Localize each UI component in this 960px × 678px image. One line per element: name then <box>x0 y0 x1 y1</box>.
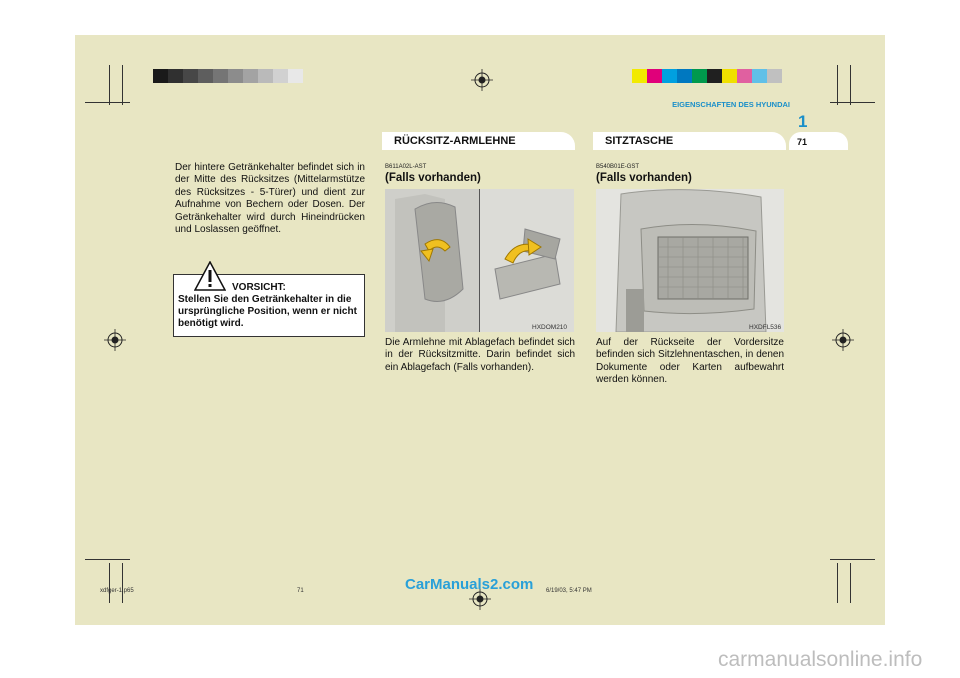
section-code: B611A02L-AST <box>385 164 427 170</box>
color-swatch <box>273 69 288 83</box>
armrest-illustration <box>385 189 574 332</box>
image-label: HXDOM210 <box>532 324 568 331</box>
chapter-title: EIGENSCHAFTEN DES HYUNDAI <box>672 100 790 109</box>
footer-timestamp: 6/19/03, 5:47 PM <box>546 588 592 594</box>
color-swatch <box>662 69 677 83</box>
color-swatch <box>288 69 303 83</box>
registration-mark-icon <box>832 329 854 351</box>
intro-text: Der hintere Getränkehalter befindet sich in der Mitte des Rücksitzes (Mittelarmstütze des Rücksitzes - 5-Türer) und dient zur Aufnahme von Bechern oder Dosen. Der Getränkehalter wird durch Hineindrücken und Loslassen geöffnet. <box>175 162 365 236</box>
armrest-text: Die Armlehne mit Ablagefach befindet sich in der Rücksitzmitte. Darin befindet sich ein Ablagefach (Falls vorhanden). <box>385 337 575 373</box>
armrest-photo <box>385 189 574 332</box>
color-swatch <box>767 69 782 83</box>
color-swatch <box>647 69 662 83</box>
tab-ruecksitz-armlehne <box>382 132 575 150</box>
crop-mark <box>85 102 130 103</box>
color-swatch <box>213 69 228 83</box>
color-swatch <box>722 69 737 83</box>
color-swatch <box>183 69 198 83</box>
crop-mark <box>837 65 838 105</box>
tab-sitztasche <box>593 132 786 150</box>
section-subtitle: (Falls vorhanden) <box>596 172 692 184</box>
tab-title: RÜCKSITZ-ARMLEHNE <box>394 135 516 147</box>
color-swatch <box>677 69 692 83</box>
chapter-number: 1 <box>798 112 808 131</box>
carmanualsonline-watermark: carmanualsonline.info <box>718 648 923 671</box>
registration-mark-icon <box>471 69 493 91</box>
color-swatch <box>168 69 183 83</box>
warning-triangle-icon <box>194 261 226 291</box>
crop-mark <box>850 65 851 105</box>
color-colorbar <box>632 69 782 83</box>
color-swatch <box>632 69 647 83</box>
seat-pocket-text: Auf der Rückseite der Vordersitze befinden sich Sitzlehnentaschen, in denen Dokumente oder Karten aufbewahrt werden können. <box>596 337 784 386</box>
page-number: 71 <box>789 132 848 150</box>
grayscale-colorbar <box>153 69 303 83</box>
warning-text: Stellen Sie den Getränkehalter in die ursprüngliche Position, wenn er nicht benötigt wird. <box>178 294 357 329</box>
image-label: HXDFL536 <box>749 324 782 331</box>
color-swatch <box>228 69 243 83</box>
color-swatch <box>258 69 273 83</box>
crop-mark <box>837 563 838 603</box>
color-swatch <box>692 69 707 83</box>
carmanuals-watermark: CarManuals2.com <box>405 576 534 593</box>
crop-mark <box>109 65 110 105</box>
color-swatch <box>198 69 213 83</box>
crop-mark <box>109 563 110 603</box>
footer-page: 71 <box>297 588 304 594</box>
crop-mark <box>830 559 875 560</box>
color-swatch <box>153 69 168 83</box>
footer-file: xdfger-1.p65 <box>100 588 134 594</box>
registration-mark-icon <box>104 329 126 351</box>
color-swatch <box>707 69 722 83</box>
warning-box <box>173 274 365 337</box>
section-subtitle: (Falls vorhanden) <box>385 172 481 184</box>
section-code: B540B01E-GST <box>596 164 640 170</box>
manual-page <box>75 35 885 625</box>
warning-title: VORSICHT: <box>232 282 286 293</box>
tab-title: SITZTASCHE <box>605 135 674 147</box>
color-swatch <box>737 69 752 83</box>
crop-mark <box>122 563 123 603</box>
crop-mark <box>85 559 130 560</box>
crop-mark <box>122 65 123 105</box>
color-swatch <box>243 69 258 83</box>
crop-mark <box>850 563 851 603</box>
color-swatch <box>752 69 767 83</box>
seat-pocket-illustration <box>596 189 784 332</box>
seat-pocket-photo <box>596 189 784 332</box>
